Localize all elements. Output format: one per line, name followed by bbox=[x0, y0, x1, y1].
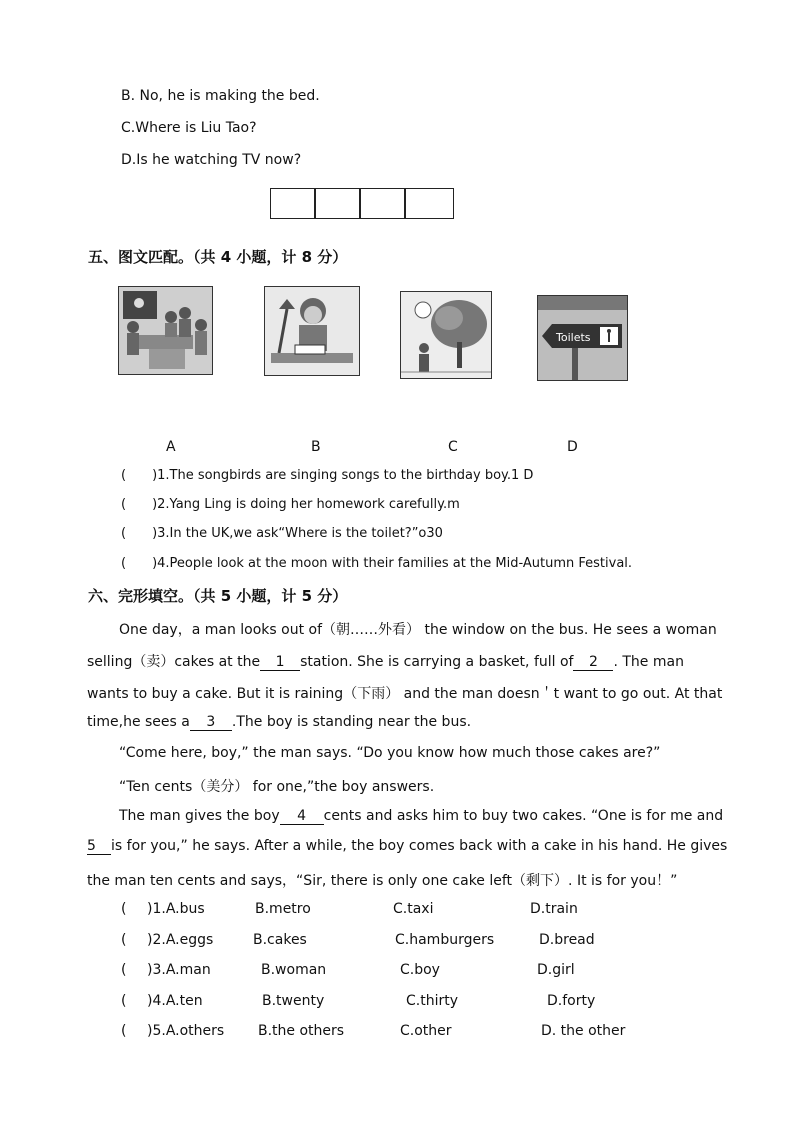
blank-4[interactable]: 4 bbox=[280, 808, 324, 825]
passage-line-5: “Come here, boy,” the man says. “Do you know how much those cakes are?” bbox=[119, 745, 661, 761]
match-item-1: ( )1.The songbirds are singing songs to the birthday boy.1 D bbox=[121, 468, 534, 483]
answer-paren[interactable]: ( bbox=[121, 1023, 127, 1039]
passage-line-4: time,he sees a 3 .The boy is standing near the bus. bbox=[87, 714, 472, 730]
picture-label-d: D bbox=[567, 439, 578, 455]
question-3-option-a: )3.A.man bbox=[147, 962, 211, 978]
picture-label-c: C bbox=[448, 439, 458, 455]
answer-paren[interactable]: ( bbox=[121, 993, 127, 1009]
question-4-option-b: B.twenty bbox=[262, 993, 325, 1009]
answer-box-1[interactable] bbox=[270, 188, 315, 219]
answer-paren[interactable]: ( bbox=[121, 962, 127, 978]
passage-line-1: One day，a man looks out of（朝……外看） the window on the bus. He sees a woman bbox=[119, 622, 717, 638]
match-item-3: ( )3.In the UK,we ask“Where is the toilet?”o30 bbox=[121, 526, 443, 541]
blank-1[interactable]: 1 bbox=[260, 654, 300, 671]
passage-line-2: selling（卖）cakes at the 1 station. She is carrying a basket, full of 2 . The man bbox=[87, 654, 684, 670]
question-2-option-c: C.hamburgers bbox=[395, 932, 495, 948]
question-5-option-b: B.the others bbox=[258, 1023, 345, 1039]
picture-b-girl-homework bbox=[264, 286, 360, 376]
answer-paren[interactable]: ( bbox=[121, 497, 127, 512]
blank-5[interactable]: 5 bbox=[87, 838, 111, 855]
section-5-heading: 五、图文匹配。（共 4 小题，计 8 分） bbox=[88, 248, 348, 266]
answer-paren[interactable]: ( bbox=[121, 556, 127, 571]
picture-label-b: B bbox=[311, 439, 321, 455]
picture-label-a: A bbox=[166, 439, 176, 455]
question-5-option-d: D. the other bbox=[541, 1023, 626, 1039]
option-c: C.Where is Liu Tao? bbox=[121, 120, 257, 136]
match-item-4: ( )4.People look at the moon with their families at the Mid-Autumn Festival. bbox=[121, 556, 633, 571]
section-6-heading: 六、完形填空。（共 5 小题，计 5 分） bbox=[88, 587, 348, 605]
question-3-option-b: B.woman bbox=[261, 962, 327, 978]
question-5-option-c: C.other bbox=[400, 1023, 452, 1039]
answer-box-2[interactable] bbox=[315, 188, 360, 219]
question-5-option-a: )5.A.others bbox=[147, 1023, 225, 1039]
option-b: B. No, he is making the bed. bbox=[121, 88, 320, 104]
question-1-option-d: D.train bbox=[530, 901, 578, 917]
answer-paren[interactable]: ( bbox=[121, 468, 127, 483]
question-4-option-d: D.forty bbox=[547, 993, 596, 1009]
passage-line-9: the man ten cents and says，“Sir, there is only one cake left（剩下）. It is for you！” bbox=[87, 873, 678, 889]
passage-line-8: 5 is for you,” he says. After a while, the boy comes back with a cake in his hand. He gives bbox=[87, 838, 728, 854]
picture-c-tree-moon bbox=[400, 291, 492, 379]
answer-paren[interactable]: ( bbox=[121, 901, 127, 917]
answer-box-4[interactable] bbox=[405, 188, 454, 219]
passage-line-7: The man gives the boy 4 cents and asks him to buy two cakes. “One is for me and bbox=[119, 808, 724, 824]
answer-paren[interactable]: ( bbox=[121, 932, 127, 948]
question-2-option-a: )2.A.eggs bbox=[147, 932, 214, 948]
sign-text: Toilets bbox=[556, 331, 591, 344]
picture-a-family-dinner bbox=[118, 286, 213, 375]
passage-line-6: “Ten cents（美分） for one,”the boy answers. bbox=[119, 779, 435, 795]
option-d: D.Is he watching TV now? bbox=[121, 152, 302, 168]
blank-2[interactable]: 2 bbox=[573, 654, 613, 671]
question-4-option-c: C.thirty bbox=[406, 993, 459, 1009]
question-1-option-a: )1.A.bus bbox=[147, 901, 205, 917]
question-2-option-b: B.cakes bbox=[253, 932, 307, 948]
match-item-2: ( )2.Yang Ling is doing her homework carefully.m bbox=[121, 497, 460, 512]
answer-box-3[interactable] bbox=[360, 188, 405, 219]
question-3-option-c: C.boy bbox=[400, 962, 440, 978]
passage-line-3: wants to buy a cake. But it is raining（下雨） and the man doesn＇t want to go out. At that bbox=[87, 686, 723, 702]
blank-3[interactable]: 3 bbox=[190, 714, 232, 731]
question-1-option-c: C.taxi bbox=[393, 901, 434, 917]
question-1-option-b: B.metro bbox=[255, 901, 311, 917]
picture-d-toilet-sign bbox=[537, 295, 628, 381]
question-3-option-d: D.girl bbox=[537, 962, 575, 978]
answer-paren[interactable]: ( bbox=[121, 526, 127, 541]
question-2-option-d: D.bread bbox=[539, 932, 595, 948]
question-4-option-a: )4.A.ten bbox=[147, 993, 203, 1009]
